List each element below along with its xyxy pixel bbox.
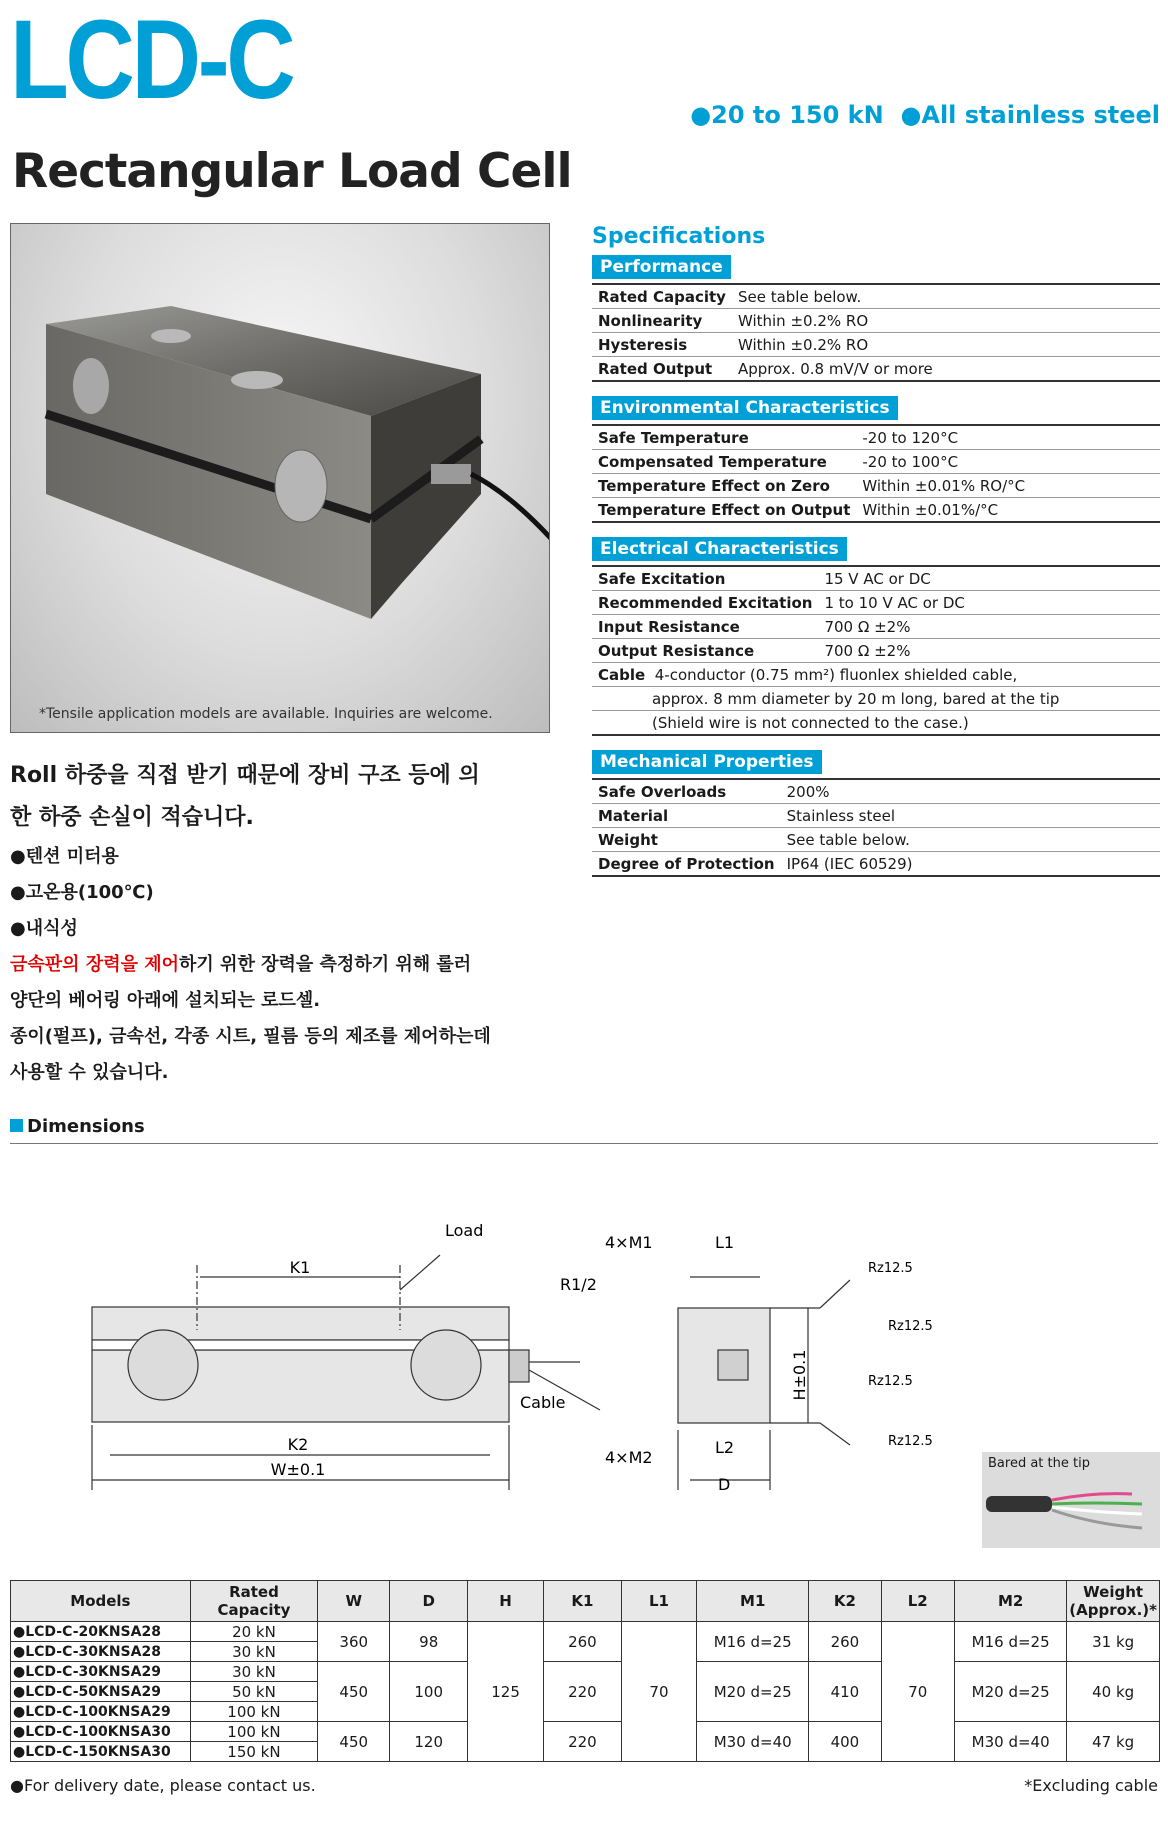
para-line-4: 사용할 수 있습니다. — [10, 1062, 169, 1083]
table-header-row: Models Rated Capacity W D H K1 L1 M1 K2 L2 M2 Weight (Approx.)* — [11, 1581, 1160, 1622]
lead-line-1: Roll 하중을 직접 받기 때문에 장비 구조 등에 의 — [10, 763, 480, 788]
dimension-drawing — [0, 1200, 980, 1500]
badge-capacity-range: ●20 to 150 kN — [690, 101, 884, 129]
environmental-heading: Environmental Characteristics — [592, 396, 898, 420]
table-row: ●LCD-C-30KNSA29 30 kN 450 100 220 M20 d=25 410 M20 d=25 40 kg — [11, 1662, 1160, 1682]
page-title: LCD-C — [10, 0, 293, 122]
performance-heading: Performance — [592, 255, 731, 279]
label-load: Load — [445, 1221, 484, 1240]
label-rz-4: Rz12.5 — [888, 1434, 933, 1449]
table-row: ●LCD-C-100KNSA29 100 kN — [11, 1702, 1160, 1722]
table-row: ●LCD-C-50KNSA29 50 kN — [11, 1682, 1160, 1702]
product-subtitle: Rectangular Load Cell — [12, 144, 572, 199]
spec-row: Rated Capacity See table below. — [592, 284, 1160, 309]
bullet-high-temp: ●고온용(100℃) — [10, 882, 154, 903]
mechanical-heading: Mechanical Properties — [592, 750, 822, 774]
spec-row: Rated Output Approx. 0.8 mV/V or more — [592, 357, 1160, 382]
spec-row: Recommended Excitation 1 to 10 V AC or DC — [592, 591, 1160, 615]
environmental-table — [592, 424, 1160, 523]
table-row: ●LCD-C-30KNSA28 30 kN — [11, 1642, 1160, 1662]
label-cable: Cable — [520, 1393, 566, 1412]
label-rz-2: Rz12.5 — [888, 1319, 933, 1334]
spec-row: Safe Excitation 15 V AC or DC — [592, 566, 1160, 591]
bared-tip-illustration — [982, 1452, 1160, 1548]
bullet-corrosion: ●내식성 — [10, 918, 78, 939]
footer-delivery-note: ●For delivery date, please contact us. — [10, 1776, 316, 1795]
label-w: W±0.1 — [270, 1460, 326, 1479]
mechanical-table — [592, 778, 1160, 877]
specifications-panel — [592, 224, 1160, 891]
electrical-heading: Electrical Characteristics — [592, 537, 847, 561]
dimensions-heading: Dimensions — [10, 1116, 1158, 1144]
models-table — [10, 1580, 1160, 1762]
spec-row: Safe Temperature -20 to 120°C — [592, 425, 1160, 450]
bullet-tension: ●텐션 미터용 — [10, 846, 119, 867]
para-line-2: 양단의 베어링 아래에 설치되는 로드셀. — [10, 990, 321, 1011]
spec-row: Safe Overloads 200% — [592, 779, 1160, 804]
label-l1: L1 — [715, 1233, 735, 1252]
lead-line-2: 한 하중 손실이 적습니다. — [10, 805, 254, 830]
feature-badges — [690, 101, 1160, 129]
para-line-3: 종이(펄프), 금속선, 각종 시트, 필름 등의 제조를 제어하는데 — [10, 1026, 491, 1047]
spec-row: Material Stainless steel — [592, 804, 1160, 828]
label-k2: K2 — [287, 1435, 309, 1454]
spec-row: Hysteresis Within ±0.2% RO — [592, 333, 1160, 357]
label-rz-1: Rz12.5 — [868, 1261, 913, 1276]
label-h: H±0.1 — [790, 1349, 809, 1401]
label-d: D — [718, 1475, 731, 1494]
label-l2: L2 — [715, 1438, 735, 1457]
spec-row: Nonlinearity Within ±0.2% RO — [592, 309, 1160, 333]
spec-row: Compensated Temperature -20 to 100°C — [592, 450, 1160, 474]
label-r12: R1/2 — [560, 1275, 597, 1294]
electrical-table — [592, 565, 1160, 736]
table-row: ●LCD-C-20KNSA28 20 kN 360 98 125 260 70 M16 d=25 260 70 M16 d=25 31 kg — [11, 1622, 1160, 1642]
load-cell-illustration — [11, 224, 550, 704]
bared-tip-label: Bared at the tip — [988, 1456, 1090, 1471]
korean-description — [10, 755, 555, 1091]
spec-row: (Shield wire is not connected to the case.) — [592, 711, 1160, 736]
table-row: ●LCD-C-100KNSA30 100 kN 450 120 220 M30 d=40 400 M30 d=40 47 kg — [11, 1722, 1160, 1742]
label-rz-3: Rz12.5 — [868, 1374, 913, 1389]
spec-row: Weight See table below. — [592, 828, 1160, 852]
footer-cable-note: *Excluding cable — [1024, 1776, 1158, 1795]
label-k1: K1 — [289, 1258, 311, 1277]
specifications-title: Specifications — [592, 224, 766, 249]
table-row: ●LCD-C-150KNSA30 150 kN — [11, 1742, 1160, 1762]
label-m1: 4×M1 — [605, 1233, 653, 1252]
spec-row: Temperature Effect on Output Within ±0.01%/°C — [592, 498, 1160, 523]
spec-row: Temperature Effect on Zero Within ±0.01% RO/°C — [592, 474, 1160, 498]
product-photo — [10, 223, 550, 733]
spec-row: Output Resistance 700 Ω ±2% — [592, 639, 1160, 663]
para-line-1: 금속판의 장력을 제어하기 위한 장력을 측정하기 위해 롤러 — [10, 954, 472, 975]
label-m2: 4×M2 — [605, 1448, 653, 1467]
spec-row: Cable 4-conductor (0.75 mm²) fluonlex shielded cable, — [592, 663, 1160, 687]
spec-row: approx. 8 mm diameter by 20 m long, bared at the tip — [592, 687, 1160, 711]
photo-note: *Tensile application models are available. Inquiries are welcome. — [39, 706, 493, 722]
spec-row: Degree of Protection IP64 (IEC 60529) — [592, 852, 1160, 877]
spec-row: Input Resistance 700 Ω ±2% — [592, 615, 1160, 639]
badge-material: ●All stainless steel — [900, 101, 1160, 129]
performance-table — [592, 283, 1160, 382]
